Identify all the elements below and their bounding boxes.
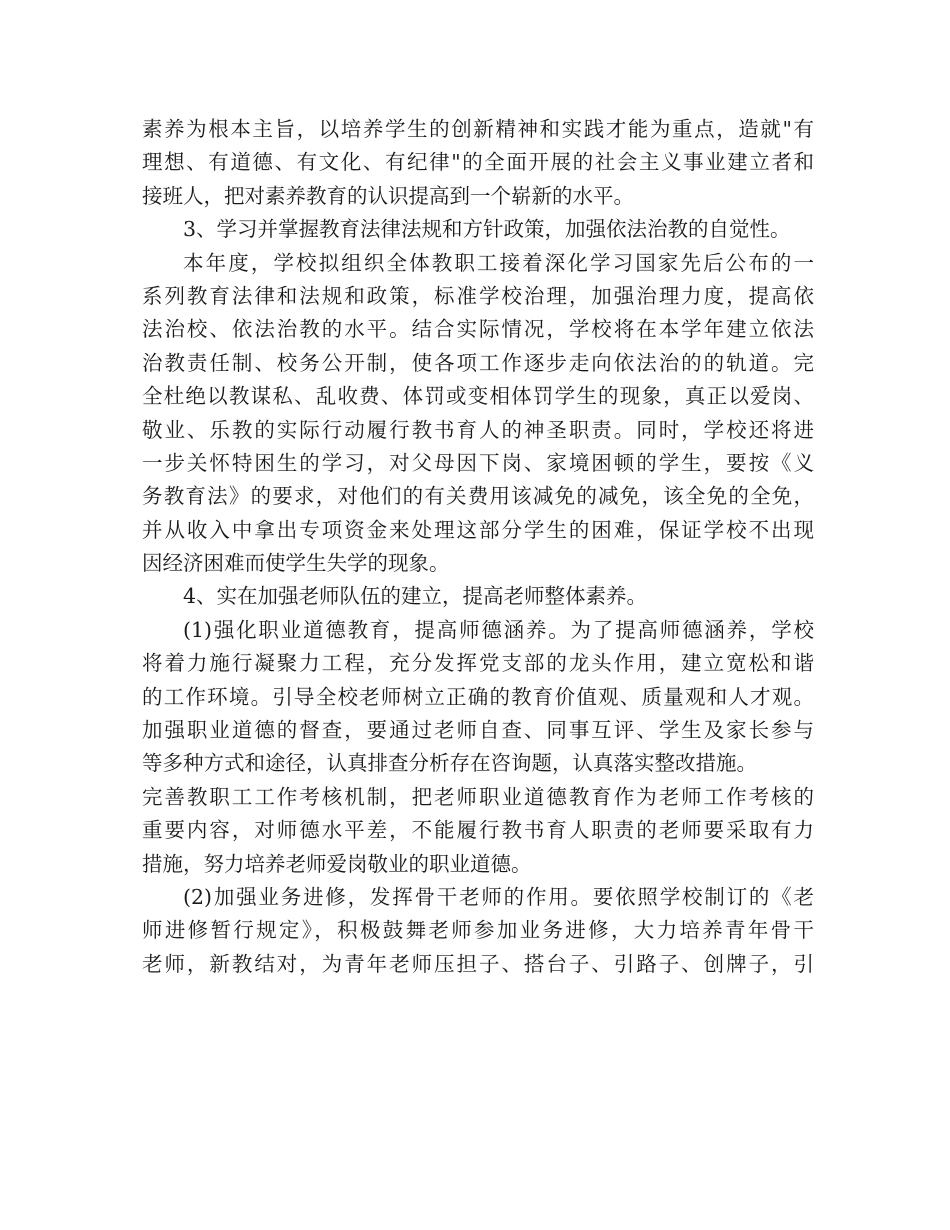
text-line: 素养为根本主旨，以培养学生的创新精神和实践才能为重点，造就"有 [142, 117, 814, 141]
text-line: 老师，新教结对，为青年老师压担子、搭台子、引路子、创牌子，引 [142, 951, 814, 976]
text-line: 系列教育法律和法规和政策，标准学校治理，加强治理力度，提高依 [142, 283, 814, 308]
text-line: 务教育法》的要求，对他们的有关费用该减免的减免，该全免的全免， [142, 484, 814, 509]
text-line: 3、学习并掌握教育法律法规和方针政策，加强依法治教的自觉性。 [183, 217, 791, 242]
text-line: 法治校、依法治教的水平。结合实际情况，学校将在本学年建立依法 [142, 317, 814, 342]
text-line: 一步关怀特困生的学习，对父母因下岗、家境困顿的学生，要按《义 [142, 450, 814, 475]
text-line: (2)加强业务进修，发挥骨干老师的作用。要依照学校制订的《老 [183, 884, 814, 909]
text-line: (1)强化职业道德教育，提高师德涵养。为了提高师德涵养，学校 [183, 617, 814, 642]
text-line: 治教责任制、校务公开制，使各项工作逐步走向依法治的的轨道。完 [142, 350, 814, 375]
text-line: 完善教职工工作考核机制，把老师职业道德教育作为老师工作考核的 [142, 784, 814, 809]
text-line: 加强职业道德的督查，要通过老师自查、同事互评、学生及家长参与 [142, 718, 814, 743]
text-line: 并从收入中拿出专项资金来处理这部分学生的困难，保证学校不出现 [142, 517, 814, 542]
text-line: 将着力施行凝聚力工程，充分发挥党支部的龙头作用，建立宽松和谐 [142, 651, 814, 676]
text-line: 因经济困难而使学生失学的现象。 [142, 551, 450, 576]
text-line: 的工作环境。引导全校老师树立正确的教育价值观、质量观和人才观。 [142, 684, 814, 709]
text-line: 4、实在加强老师队伍的建立，提高老师整体素养。 [183, 584, 648, 609]
text-line: 重要内容，对师德水平差，不能履行教书育人职责的老师要采取有力 [142, 818, 814, 843]
text-line: 接班人，把对素养教育的认识提高到一个崭新的水平。 [142, 183, 634, 208]
text-line: 措施，努力培养老师爱岗敬业的职业道德。 [142, 851, 532, 876]
text-line: 全杜绝以教谋私、乱收费、体罚或变相体罚学生的现象，真正以爱岗、 [142, 384, 814, 409]
text-line: 师进修暂行规定》，积极鼓舞老师参加业务进修，大力培养青年骨干 [142, 918, 814, 943]
text-line: 等多种方式和途径，认真排查分析存在咨询题，认真落实整改措施。 [142, 751, 757, 776]
text-line: 敬业、乐教的实际行动履行教书育人的神圣职责。同时，学校还将进 [142, 417, 814, 442]
text-line: 本年度，学校拟组织全体教职工接着深化学习国家先后公布的一 [183, 250, 814, 275]
body-text [142, 113, 814, 981]
text-line: 理想、有道德、有文化、有纪律"的全面开展的社会主义事业建立者和 [142, 150, 814, 175]
